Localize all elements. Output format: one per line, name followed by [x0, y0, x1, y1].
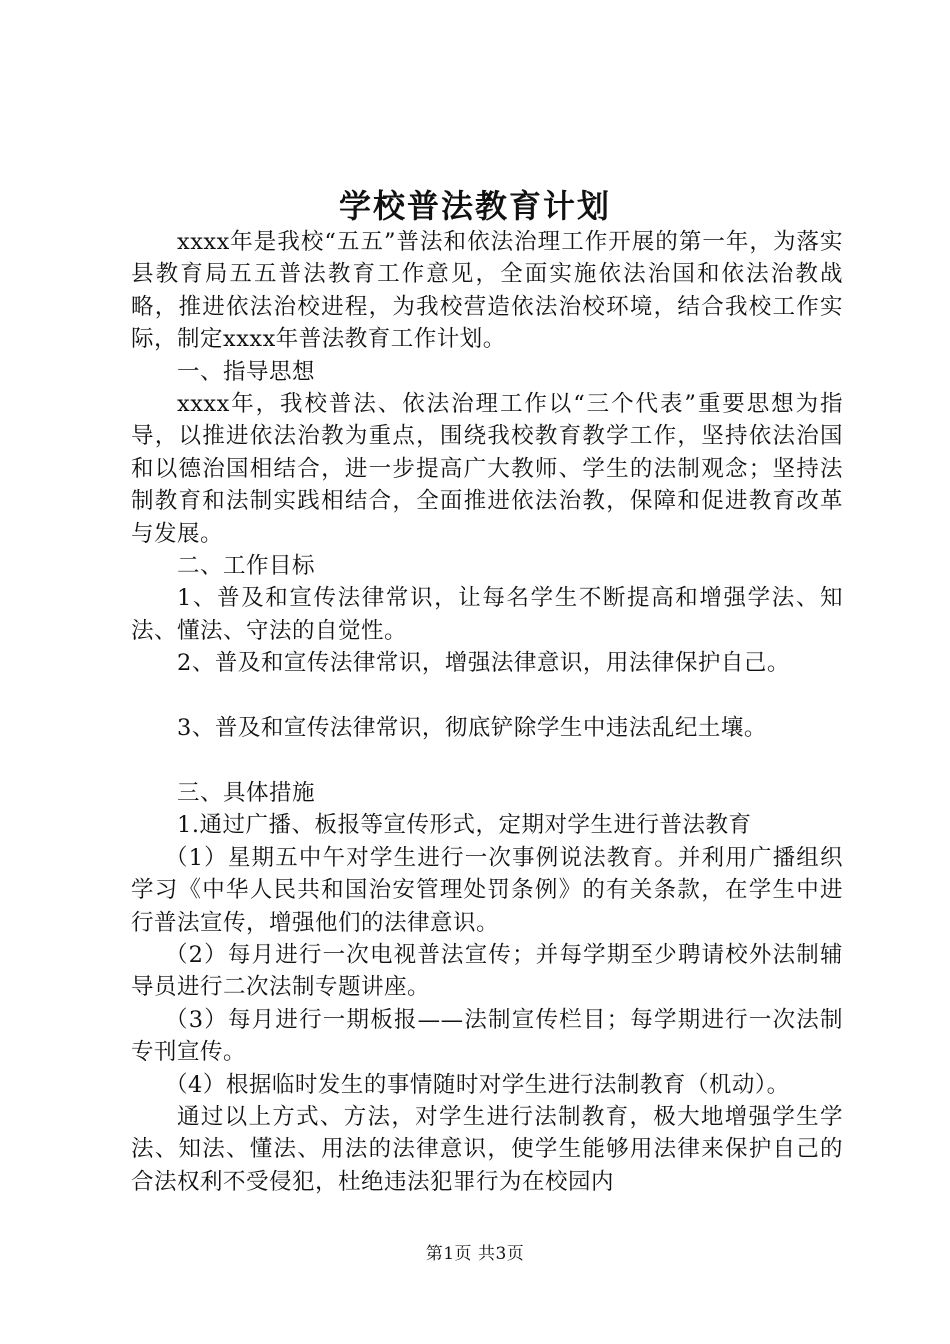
measure-1: 1.通过广播、板报等宣传形式，定期对学生进行普法教育	[177, 812, 752, 839]
intro-paragraph: xxxx年是我校“五五”普法和依法治理工作开展的第一年，为落实县教育局五五普法教育工作意见，全面实施依法治国和依法治教战略，推进依法治校进程，为我校营造依法治校环境，结合我校工作实际，制定xxxx年普法教育工作计划。	[131, 229, 843, 353]
section-heading-work-goals: 二、工作目标	[177, 553, 316, 580]
measure-1-item-2: （2）每月进行一次电视普法宣传；并每学期至少聘请校外法制辅导员进行二次法制专题讲座。	[131, 941, 843, 1001]
work-goal-1: 1、普及和宣传法律常识，让每名学生不断提高和增强学法、知法、懂法、守法的自觉性。	[131, 585, 843, 644]
work-goal-2: 2、普及和宣传法律常识，增强法律意识，用法律保护自己。	[177, 650, 790, 677]
measure-1-item-3: （3）每月进行一期板报——法制宣传栏目；每学期进行一次法制专刊宣传。	[131, 1006, 843, 1066]
page-footer: 第1页 共3页	[425, 1244, 525, 1264]
section-heading-guiding-ideology: 一、指导思想	[177, 358, 316, 385]
section-heading-specific-measures: 三、具体措施	[177, 779, 316, 806]
measure-1-item-4: （4）根据临时发生的事情随时对学生进行法制教育（机动）。	[165, 1071, 790, 1098]
summary-paragraph: 通过以上方式、方法，对学生进行法制教育，极大地增强学生学法、知法、懂法、用法的法律意识，使学生能够用法律来保护自己的合法权利不受侵犯，杜绝违法犯罪行为在校园内	[131, 1103, 843, 1195]
document-body	[131, 226, 843, 1198]
document-title: 学校普法教育计划	[338, 187, 611, 225]
measure-1-item-1: （1）星期五中午对学生进行一次事例说法教育。并利用广播组织学习《中华人民共和国治安管理处罚条例》的有关条款，在学生中进行普法宣传，增强他们的法律意识。	[131, 844, 843, 936]
work-goal-3: 3、普及和宣传法律常识，彻底铲除学生中违法乱纪土壤。	[177, 715, 767, 742]
guiding-ideology-paragraph: xxxx年，我校普法、依法治理工作以“三个代表”重要思想为指导，以推进依法治教为重点，围绕我校教育教学工作，坚持依法治国和以德治国相结合，进一步提高广大教师、学生的法制观念；坚持法制教育和法制实践相结合，全面推进依法治教，保障和促进教育改革与发展。	[131, 391, 843, 547]
